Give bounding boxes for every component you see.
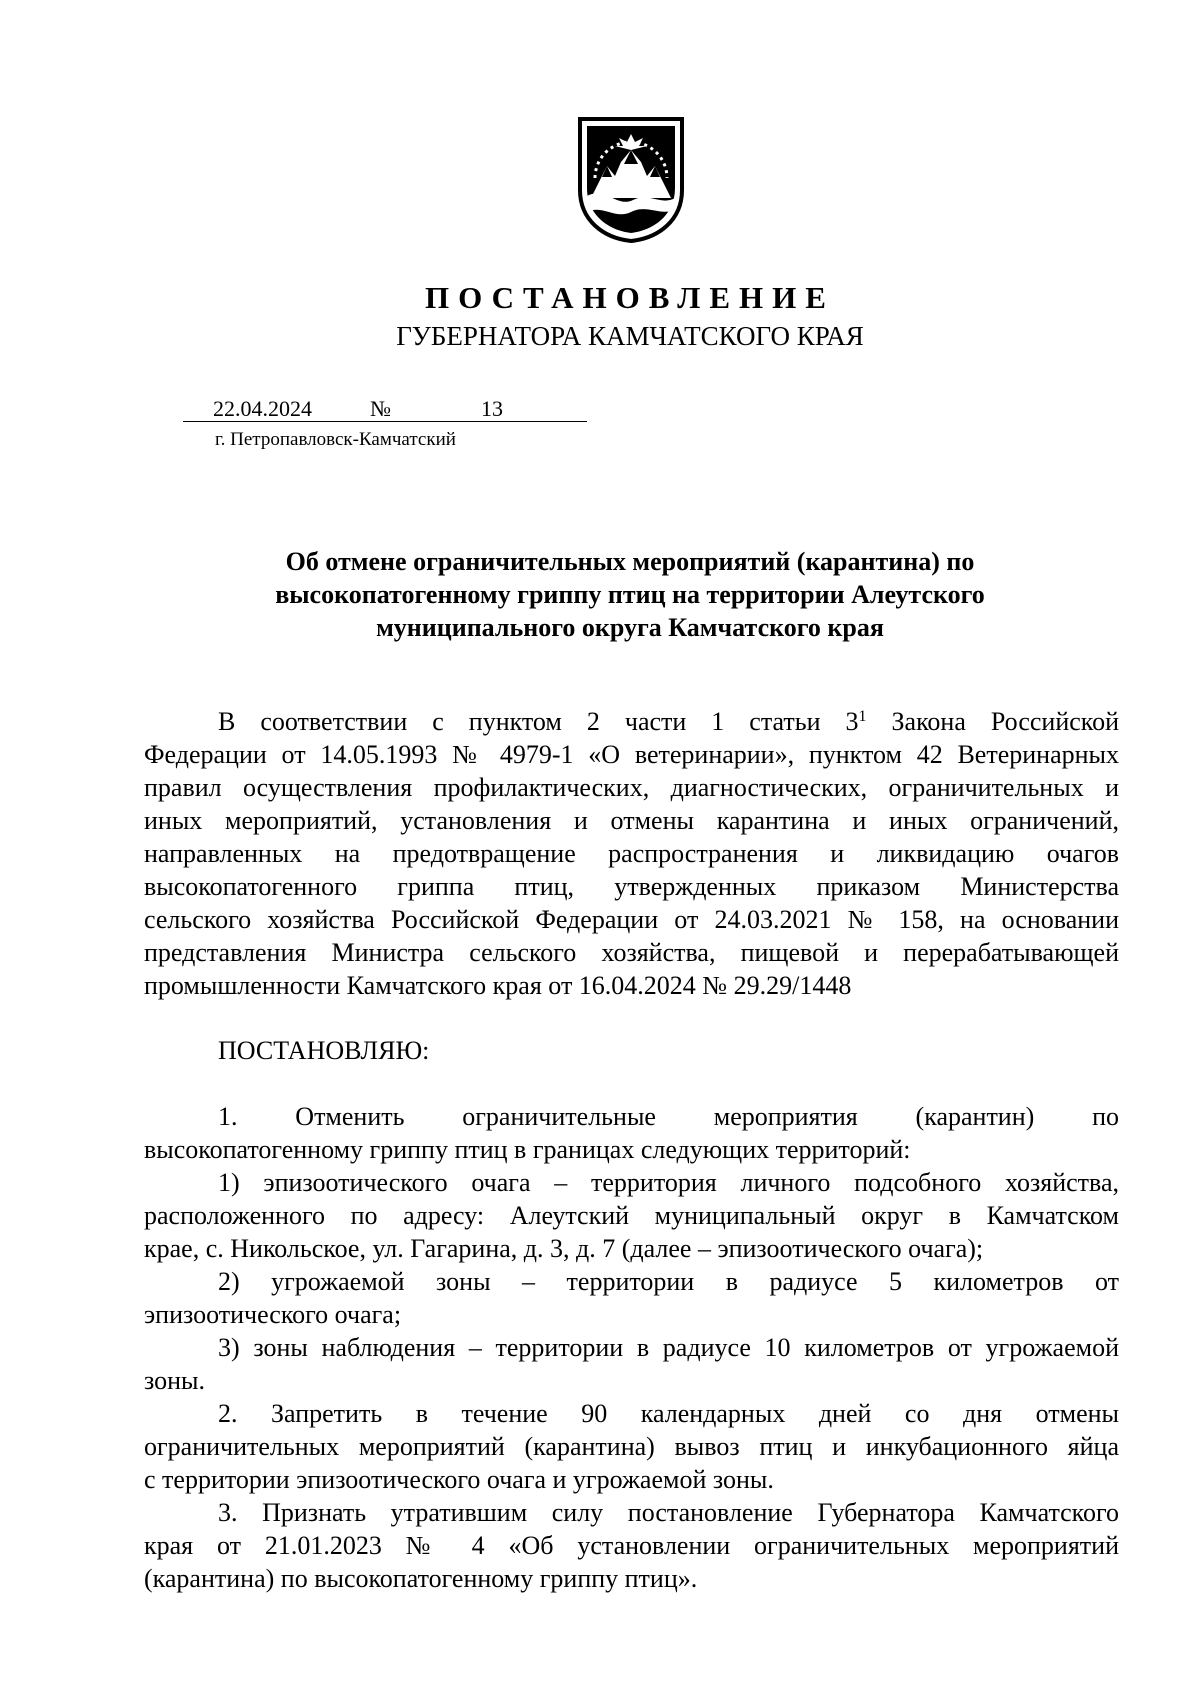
text-line: расположенного по адресу: Алеутский муниципальный округ в Камчатском [144,1201,1119,1230]
kamchatka-coat-of-arms-icon [577,116,685,243]
text-line: представления Министра сельского хозяйства, пищевой и перерабатывающей [144,938,1119,967]
text-line: края от 21.01.2023 № 4 «Об установлении ограничительных мероприятий [144,1531,1119,1560]
text-line: иных мероприятий, установления и отмены карантина и иных ограничений, [144,806,1119,835]
text-line: (карантина) по высокопатогенному гриппу птиц». [144,1564,698,1593]
document-subject [0,545,1200,644]
text-line: 2. Запретить в течение 90 календарных дней со дня отмены [218,1399,1119,1428]
superscript: 1 [858,708,867,725]
date-underline [183,421,587,422]
text-line: ПОСТАНОВЛЯЮ: [218,1036,430,1065]
text-line [144,705,1119,738]
subject-line: высокопатогенному гриппу птиц на территории Алеутского [275,580,985,609]
text-line: высокопатогенному гриппу птиц в границах следующих территорий: [144,1135,911,1164]
text-line: эпизоотического очага; [144,1300,402,1329]
text-line: направленных на предотвращение распространения и ликвидацию очагов [144,839,1119,868]
number-sign: № [370,396,391,421]
text-line: правил осуществления профилактических, диагностических, ограничительных и [144,773,1119,802]
text-line: промышленности Камчатского края от 16.04.2024 № 29.29/1448 [144,971,852,1000]
text-line: сельского хозяйства Российской Федерации от 24.03.2021 № 158, на основании [144,905,1119,934]
text-line: с территории эпизоотического очага и угрожаемой зоны. [144,1465,774,1494]
text-line: 1. Отменить ограничительные мероприятия (карантин) по [218,1102,1119,1131]
decree-word [144,1034,1119,1067]
text-fragment: Закона Российской [866,707,1119,736]
text-fragment: В соответствии с пунктом 2 части 1 статьи 3 [218,707,859,736]
preamble-paragraph [144,705,1119,1002]
subject-line: муниципального округа Камчатского края [376,613,884,642]
text-line: 3) зоны наблюдения – территории в радиусе 10 километров от угрожаемой [218,1333,1119,1362]
issuer-title: ГУБЕРНАТОРА КАМЧАТСКОГО КРАЯ [396,321,864,351]
text-line: крае, с. Никольское, ул. Гагарина, д. 3, д. 7 (далее – эпизоотического очага); [144,1234,984,1263]
text-line: 3. Признать утратившим силу постановление Губернатора Камчатского [218,1498,1119,1527]
subject-line: Об отмене ограничительных мероприятий (карантина) по [285,547,975,576]
document-number: 13 [481,396,503,421]
text-line: 2) угрожаемой зоны – территории в радиусе 5 километров от [218,1267,1119,1296]
text-line: Федерации от 14.05.1993 № 4979-1 «О ветеринарии», пунктом 42 Ветеринарных [144,740,1119,769]
text-line: высокопатогенного гриппа птиц, утвержденных приказом Министерства [144,872,1119,901]
text-line: 1) эпизоотического очага – территория личного подсобного хозяйства, [218,1168,1119,1197]
document-title: ПОСТАНОВЛЕНИЕ [425,280,835,315]
document-date: 22.04.2024 [213,396,312,421]
text-line: зоны. [144,1366,206,1395]
issue-city: г. Петропавловск-Камчатский [215,429,456,450]
text-line: ограничительных мероприятий (карантина) вывоз птиц и инкубационного яйца [144,1432,1119,1461]
decree-items [144,1100,1119,1595]
